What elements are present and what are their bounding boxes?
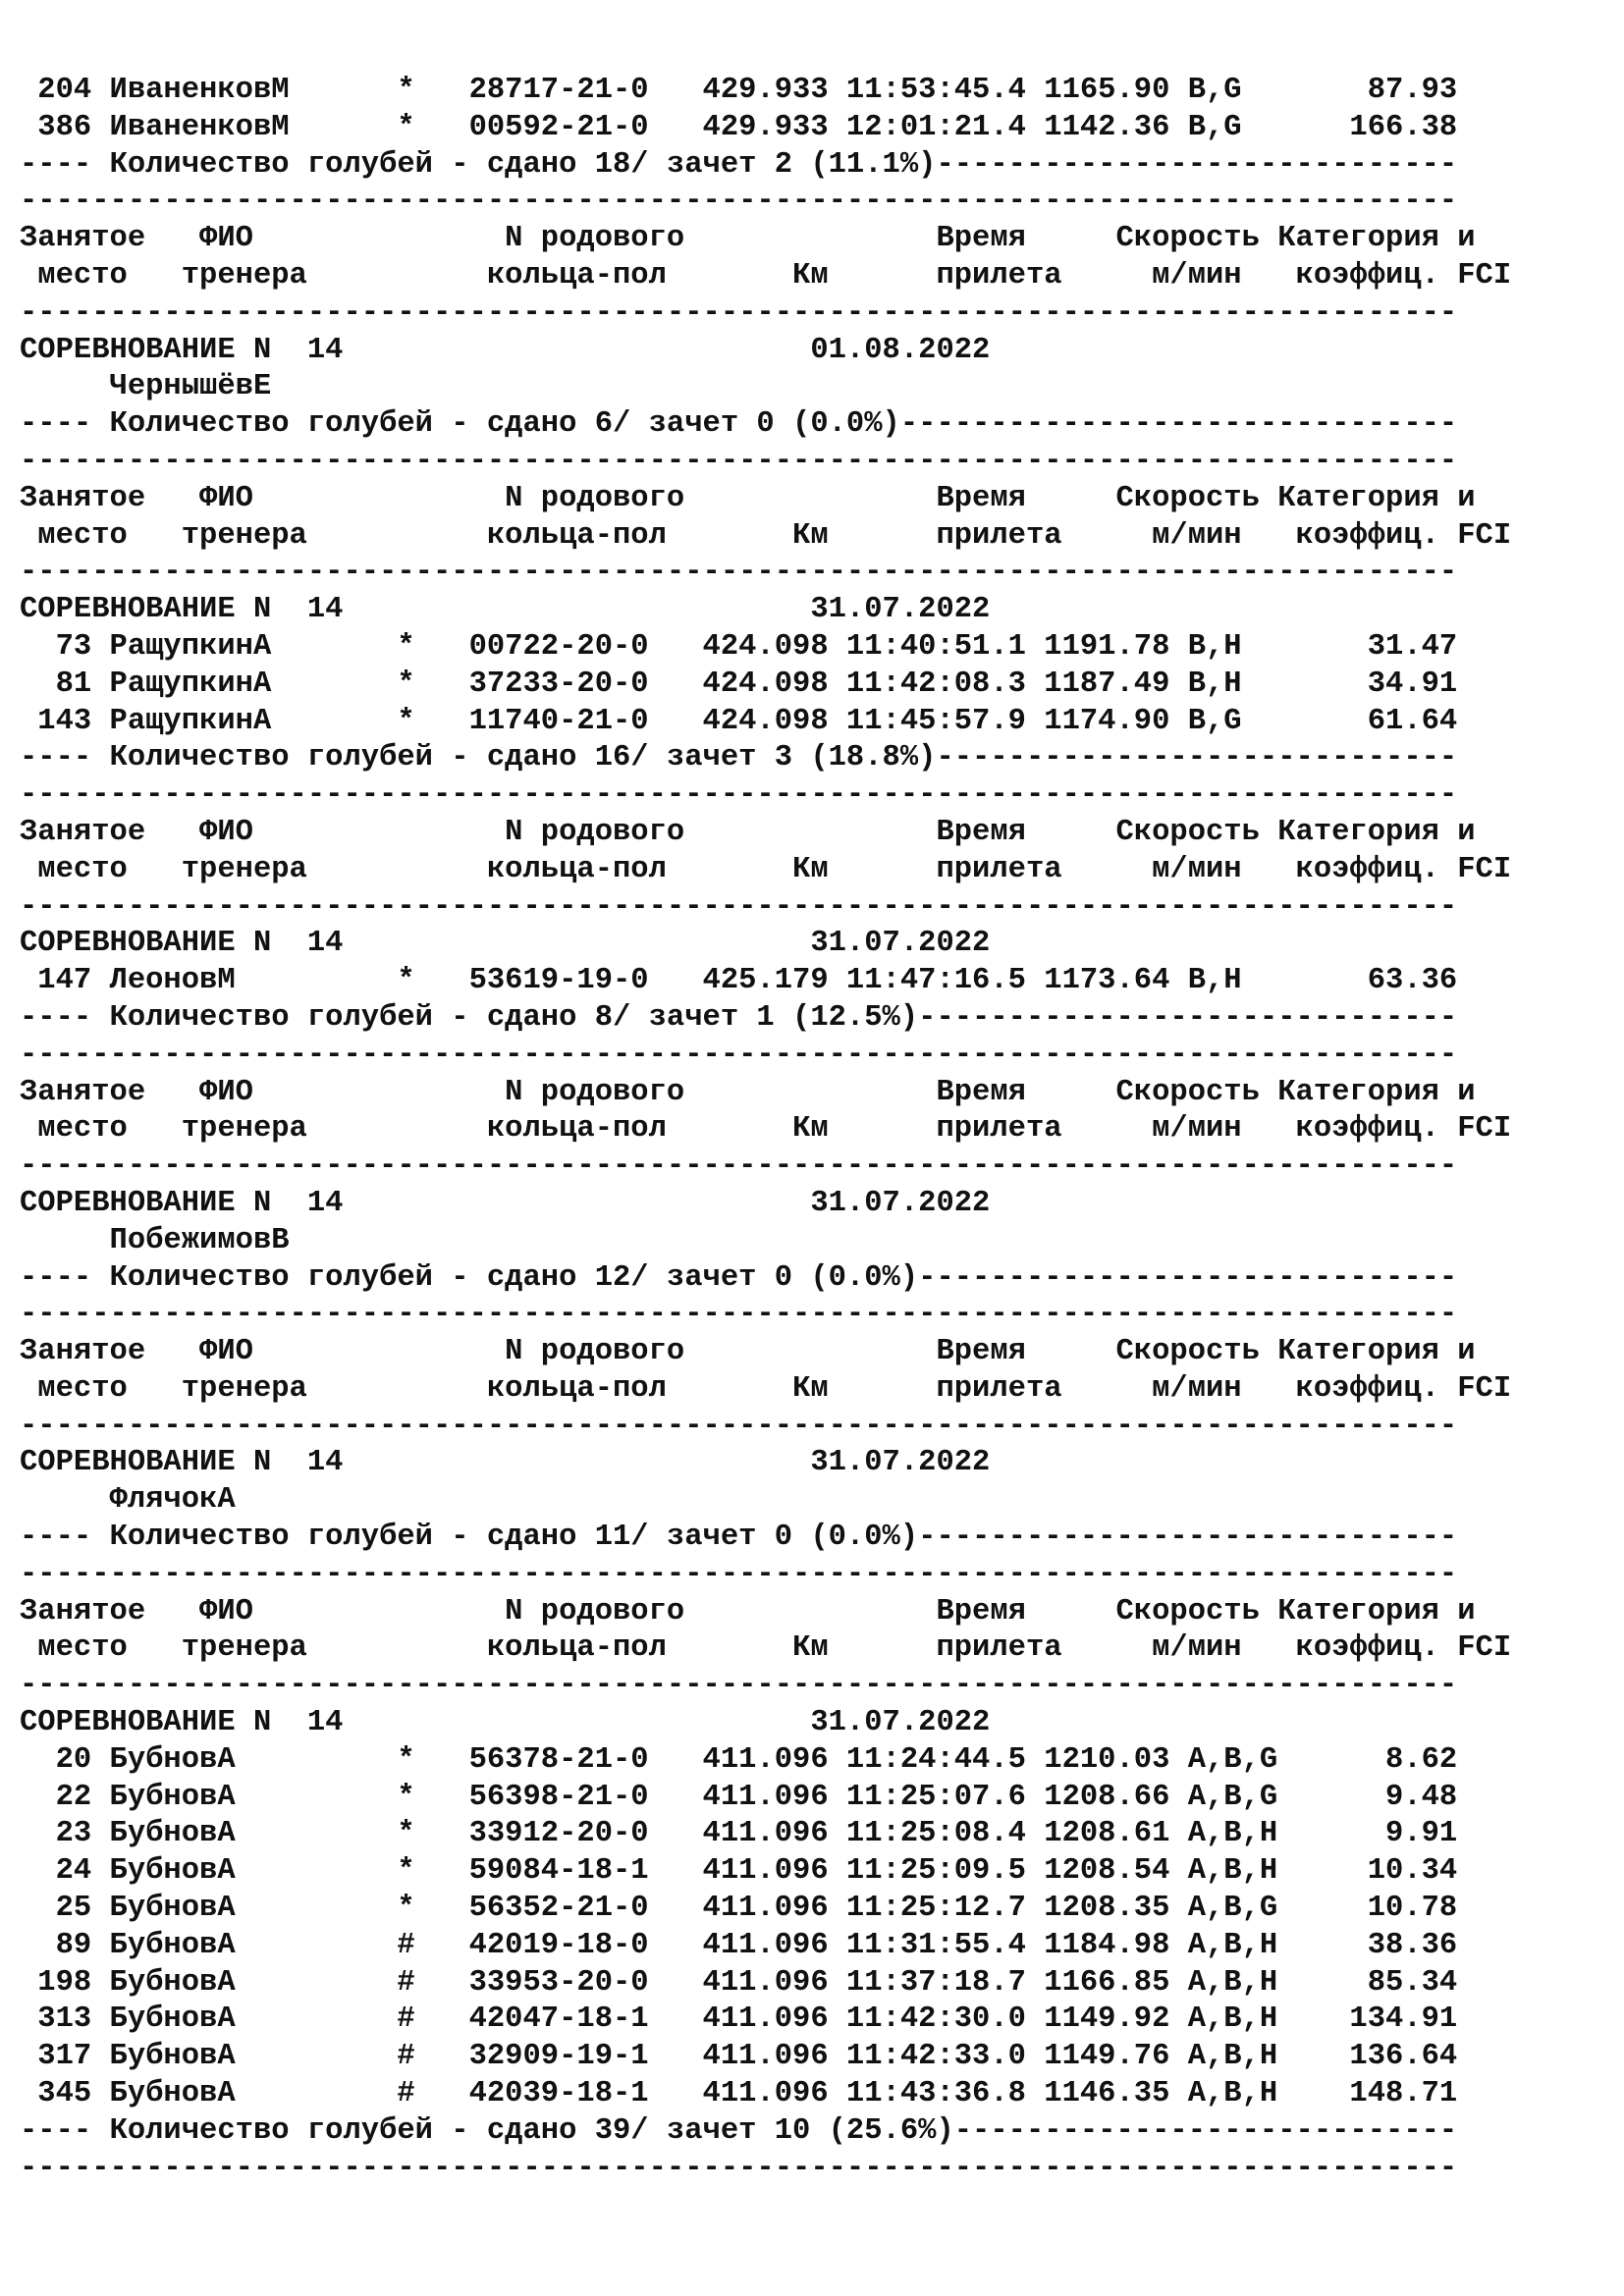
table-header-line: Занятое ФИО N родового Время Скорость Категория и bbox=[20, 481, 1476, 515]
result-row: 147 ЛеоновМ * 53619-19-0 425.179 11:47:16.5 1173.64 B,H 63.36 bbox=[20, 964, 1458, 998]
competition-title: СОРЕВНОВАНИЕ N 14 31.07.2022 bbox=[20, 927, 991, 961]
pigeon-count-summary: ---- Количество голубей - сдано 12/ зачет 0 (0.0%)------------------------------ bbox=[20, 1260, 1458, 1295]
competition-title: СОРЕВНОВАНИЕ N 14 01.08.2022 bbox=[20, 333, 991, 367]
result-row: 143 РащупкинА * 11740-21-0 424.098 11:45:57.9 1174.90 B,G 61.64 bbox=[20, 704, 1458, 738]
competition-title: СОРЕВНОВАНИЕ N 14 31.07.2022 bbox=[20, 1446, 991, 1480]
table-header-line: Занятое ФИО N родового Время Скорость Категория и bbox=[20, 1335, 1476, 1369]
dashed-separator: -------------------------------------------------------------------------------- bbox=[20, 1149, 1458, 1184]
competition-title: СОРЕВНОВАНИЕ N 14 31.07.2022 bbox=[20, 593, 991, 627]
result-row: 81 РащупкинА * 37233-20-0 424.098 11:42:08.3 1187.49 B,H 34.91 bbox=[20, 667, 1458, 701]
result-row: 20 БубновА * 56378-21-0 411.096 11:24:44.5 1210.03 A,B,G 8.62 bbox=[20, 1742, 1458, 1777]
dashed-separator: -------------------------------------------------------------------------------- bbox=[20, 2151, 1458, 2185]
pigeon-count-summary: ---- Количество голубей - сдано 18/ зачет 2 (11.1%)----------------------------- bbox=[20, 147, 1458, 182]
dashed-separator: -------------------------------------------------------------------------------- bbox=[20, 295, 1458, 330]
result-row: 24 БубновА * 59084-18-1 411.096 11:25:09.5 1208.54 A,B,H 10.34 bbox=[20, 1854, 1458, 1889]
dashed-separator: -------------------------------------------------------------------------------- bbox=[20, 1409, 1458, 1443]
dashed-separator: -------------------------------------------------------------------------------- bbox=[20, 185, 1458, 219]
table-header-line: место тренера кольца-пол Км прилета м/мин коэффиц. FCI bbox=[20, 1631, 1512, 1666]
dashed-separator: -------------------------------------------------------------------------------- bbox=[20, 889, 1458, 924]
result-row: 23 БубновА * 33912-20-0 411.096 11:25:08.4 1208.61 A,B,H 9.91 bbox=[20, 1817, 1458, 1851]
result-row: 386 ИваненковМ * 00592-21-0 429.933 12:01:21.4 1142.36 B,G 166.38 bbox=[20, 110, 1458, 144]
table-header-line: место тренера кольца-пол Км прилета м/мин коэффиц. FCI bbox=[20, 1112, 1512, 1147]
table-header-line: место тренера кольца-пол Км прилета м/мин коэффиц. FCI bbox=[20, 852, 1512, 886]
competition-title: СОРЕВНОВАНИЕ N 14 31.07.2022 bbox=[20, 1186, 991, 1220]
result-row: 22 БубновА * 56398-21-0 411.096 11:25:07.6 1208.66 A,B,G 9.48 bbox=[20, 1780, 1458, 1814]
pigeon-count-summary: ---- Количество голубей - сдано 16/ зачет 3 (18.8%)----------------------------- bbox=[20, 741, 1458, 775]
dashed-separator: -------------------------------------------------------------------------------- bbox=[20, 1557, 1458, 1591]
trainer-name-line: ФлячокА bbox=[20, 1483, 236, 1518]
pigeon-count-summary: ---- Количество голубей - сдано 39/ зачет 10 (25.6%)---------------------------- bbox=[20, 2113, 1458, 2148]
result-row: 204 ИваненковМ * 28717-21-0 429.933 11:53:45.4 1165.90 B,G 87.93 bbox=[20, 74, 1458, 107]
dashed-separator: -------------------------------------------------------------------------------- bbox=[20, 1038, 1458, 1072]
dashed-separator: -------------------------------------------------------------------------------- bbox=[20, 444, 1458, 478]
dashed-separator: -------------------------------------------------------------------------------- bbox=[20, 1298, 1458, 1332]
pigeon-count-summary: ---- Количество голубей - сдано 6/ зачет 0 (0.0%)------------------------------- bbox=[20, 407, 1458, 442]
dashed-separator: -------------------------------------------------------------------------------- bbox=[20, 1669, 1458, 1703]
dashed-separator: -------------------------------------------------------------------------------- bbox=[20, 556, 1458, 590]
table-header-line: Занятое ФИО N родового Время Скорость Категория и bbox=[20, 222, 1476, 256]
trainer-name-line: ПобежимовВ bbox=[20, 1223, 290, 1257]
result-row: 89 БубновА # 42019-18-0 411.096 11:31:55.4 1184.98 A,B,H 38.36 bbox=[20, 1928, 1458, 1962]
table-header-line: Занятое ФИО N родового Время Скорость Категория и bbox=[20, 815, 1476, 849]
result-row: 73 РащупкинА * 00722-20-0 424.098 11:40:51.1 1191.78 B,H 31.47 bbox=[20, 629, 1458, 664]
pigeon-count-summary: ---- Количество голубей - сдано 8/ зачет 1 (12.5%)------------------------------ bbox=[20, 1000, 1458, 1035]
dashed-separator: -------------------------------------------------------------------------------- bbox=[20, 778, 1458, 813]
table-header-line: место тренера кольца-пол Км прилета м/мин коэффиц. FCI bbox=[20, 1371, 1512, 1406]
competition-title: СОРЕВНОВАНИЕ N 14 31.07.2022 bbox=[20, 1706, 991, 1740]
result-row: 198 БубновА # 33953-20-0 411.096 11:37:18.7 1166.85 A,B,H 85.34 bbox=[20, 1965, 1458, 2000]
result-row: 25 БубновА * 56352-21-0 411.096 11:25:12.7 1208.35 A,B,G 10.78 bbox=[20, 1892, 1458, 1926]
table-header-line: Занятое ФИО N родового Время Скорость Категория и bbox=[20, 1594, 1476, 1629]
table-header-line: Занятое ФИО N родового Время Скорость Категория и bbox=[20, 1075, 1476, 1109]
trainer-name-line: ЧернышёвЕ bbox=[20, 370, 272, 404]
table-header-line: место тренера кольца-пол Км прилета м/мин коэффиц. FCI bbox=[20, 518, 1512, 553]
result-row: 313 БубновА # 42047-18-1 411.096 11:42:30.0 1149.92 A,B,H 134.91 bbox=[20, 2002, 1458, 2037]
result-row: 345 БубновА # 42039-18-1 411.096 11:43:36.8 1146.35 A,B,H 148.71 bbox=[20, 2077, 1458, 2111]
table-header-line: место тренера кольца-пол Км прилета м/мин коэффиц. FCI bbox=[20, 258, 1512, 293]
result-row: 317 БубновА # 32909-19-1 411.096 11:42:33.0 1149.76 A,B,H 136.64 bbox=[20, 2040, 1458, 2074]
pigeon-count-summary: ---- Количество голубей - сдано 11/ зачет 0 (0.0%)------------------------------ bbox=[20, 1521, 1458, 1555]
